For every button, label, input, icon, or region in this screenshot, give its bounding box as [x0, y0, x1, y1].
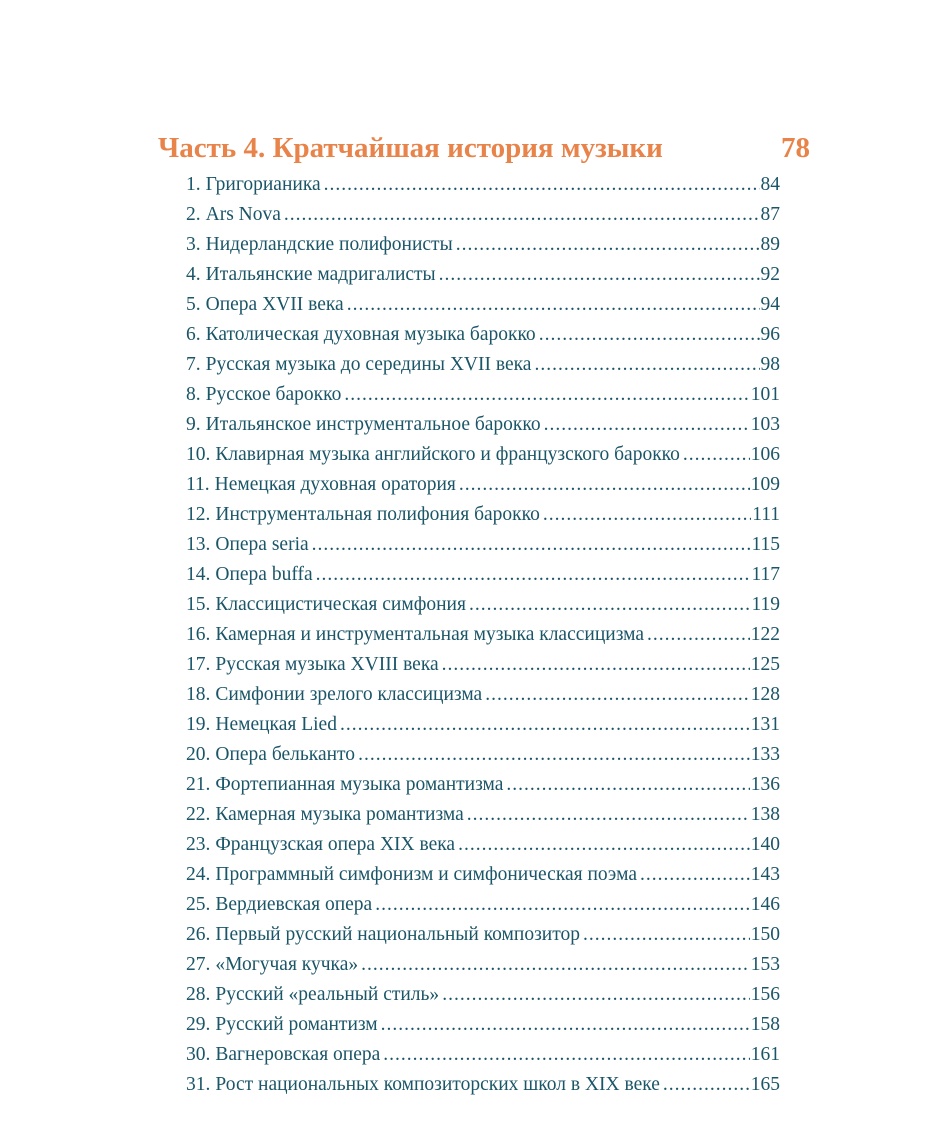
toc-entry[interactable] [186, 230, 780, 260]
toc-entry-number: 23. [186, 834, 211, 855]
toc-entry-number: 20. [186, 744, 211, 765]
toc-entry-page: 115 [751, 534, 780, 555]
toc-entry-number: 18. [186, 684, 211, 705]
toc-dot-leader [640, 860, 750, 890]
toc-entry-title: Инструментальная полифония барокко [215, 504, 540, 525]
toc-entry-title: Итальянское инструментальное барокко [205, 414, 541, 435]
toc-entry-page: 140 [750, 834, 780, 855]
toc-entry[interactable] [186, 350, 780, 380]
toc-entry-number: 1. [186, 174, 201, 195]
toc-entry[interactable] [186, 890, 780, 920]
toc-dot-leader [543, 500, 751, 530]
toc-entry-title: Русский романтизм [215, 1014, 378, 1035]
toc-dot-leader [316, 560, 751, 590]
toc-entry-title: Русская музыка до середины XVII века [205, 354, 532, 375]
toc-entry-title: «Могучая кучка» [215, 954, 359, 975]
toc-entry-number: 28. [186, 984, 211, 1005]
toc-entry-number: 31. [186, 1074, 211, 1095]
toc-entry-title: Русская музыка XVIII века [215, 654, 439, 675]
toc-entry-number: 26. [186, 924, 211, 945]
toc-entry-page: 153 [750, 954, 780, 975]
toc-entry-page: 89 [760, 234, 780, 255]
toc-entry-number: 6. [186, 324, 201, 345]
toc-entry-title: Вердиевская опера [215, 894, 373, 915]
toc-dot-leader [539, 320, 760, 350]
toc-dot-leader [439, 260, 760, 290]
toc-entry-number: 4. [186, 264, 201, 285]
toc-entry-page: 143 [750, 864, 780, 885]
toc-dot-leader [683, 440, 750, 470]
toc-entry[interactable] [186, 170, 780, 200]
toc-entry[interactable] [186, 290, 780, 320]
table-of-contents [186, 170, 780, 1100]
toc-entry-page: 128 [750, 684, 780, 705]
toc-entry-number: 11. [186, 474, 210, 495]
toc-entry-number: 13. [186, 534, 211, 555]
toc-entry-page: 161 [750, 1044, 780, 1065]
toc-entry-number: 29. [186, 1014, 211, 1035]
toc-entry-page: 117 [751, 564, 780, 585]
toc-entry-page: 94 [760, 294, 780, 315]
toc-entry-page: 98 [760, 354, 780, 375]
toc-dot-leader [647, 620, 750, 650]
toc-entry-title: Немецкая Lied [215, 714, 337, 735]
toc-dot-leader [344, 380, 749, 410]
toc-entry-title: Русский «реальный стиль» [215, 984, 440, 1005]
toc-dot-leader [340, 710, 750, 740]
toc-entry[interactable] [186, 770, 780, 800]
toc-dot-leader [358, 740, 750, 770]
toc-dot-leader [442, 650, 750, 680]
toc-entry-title: Вагнеровская опера [215, 1044, 381, 1065]
toc-entry-title: Рост национальных композиторских школ в XIX веке [215, 1074, 660, 1095]
toc-entry-page: 101 [750, 384, 780, 405]
toc-entry-page: 131 [750, 714, 780, 735]
toc-entry-number: 10. [186, 444, 211, 465]
toc-entry-number: 15. [186, 594, 211, 615]
toc-entry-number: 22. [186, 804, 211, 825]
toc-dot-leader [324, 170, 760, 200]
part-heading [158, 128, 810, 168]
toc-entry-title: Григорианика [205, 174, 321, 195]
toc-entry-number: 25. [186, 894, 211, 915]
toc-entry-title: Клавирная музыка английского и французского барокко [215, 444, 680, 465]
toc-entry-title: Русское барокко [205, 384, 342, 405]
toc-entry-number: 9. [186, 414, 201, 435]
toc-dot-leader [485, 680, 750, 710]
toc-entry[interactable] [186, 440, 780, 470]
toc-dot-leader [456, 230, 760, 260]
toc-entry-page: 122 [750, 624, 780, 645]
toc-entry-page: 138 [750, 804, 780, 825]
toc-entry-page: 150 [750, 924, 780, 945]
toc-entry-page: 133 [750, 744, 780, 765]
part-title: Часть 4. Кратчайшая история музыки [158, 132, 663, 164]
toc-entry-page: 111 [752, 504, 780, 525]
toc-dot-leader [375, 890, 750, 920]
toc-dot-leader [459, 470, 750, 500]
toc-entry[interactable] [186, 620, 780, 650]
toc-entry[interactable] [186, 560, 780, 590]
toc-entry[interactable] [186, 590, 780, 620]
toc-entry-title: Первый русский национальный композитор [215, 924, 580, 945]
toc-entry-number: 24. [186, 864, 211, 885]
toc-entry[interactable] [186, 200, 780, 230]
toc-entry[interactable] [186, 260, 780, 290]
toc-dot-leader [506, 770, 749, 800]
toc-entry-page: 125 [750, 654, 780, 675]
toc-entry[interactable] [186, 800, 780, 830]
toc-entry-number: 8. [186, 384, 201, 405]
toc-entry[interactable] [186, 410, 780, 440]
toc-entry-title: Католическая духовная музыка барокко [205, 324, 536, 345]
toc-entry[interactable] [186, 710, 780, 740]
toc-entry[interactable] [186, 1040, 780, 1070]
toc-dot-leader [544, 410, 750, 440]
toc-entry[interactable] [186, 920, 780, 950]
toc-entry-page: 87 [760, 204, 780, 225]
toc-entry-title: Опера бельканто [215, 744, 356, 765]
toc-entry-number: 30. [186, 1044, 211, 1065]
toc-dot-leader [583, 920, 750, 950]
toc-dot-leader [469, 590, 751, 620]
toc-entry-title: Итальянские мадригалисты [205, 264, 436, 285]
toc-dot-leader [663, 1070, 750, 1100]
toc-entry-title: Нидерландские полифонисты [205, 234, 453, 255]
toc-entry[interactable] [186, 950, 780, 980]
toc-entry-title: Камерная и инструментальная музыка классицизма [215, 624, 644, 645]
toc-dot-leader [534, 350, 759, 380]
toc-entry-page: 103 [750, 414, 780, 435]
toc-dot-leader [347, 290, 760, 320]
toc-entry[interactable] [186, 1010, 780, 1040]
toc-dot-leader [458, 830, 750, 860]
toc-entry-number: 19. [186, 714, 211, 735]
toc-entry-title: Опера seria [215, 534, 309, 555]
toc-entry-page: 96 [760, 324, 780, 345]
toc-dot-leader [361, 950, 750, 980]
toc-entry-number: 12. [186, 504, 211, 525]
toc-entry-page: 109 [750, 474, 780, 495]
toc-entry[interactable] [186, 380, 780, 410]
toc-entry-title: Камерная музыка романтизма [215, 804, 464, 825]
toc-entry-number: 21. [186, 774, 211, 795]
toc-entry-number: 2. [186, 204, 201, 225]
toc-entry-page: 136 [750, 774, 780, 795]
toc-entry-title: Симфонии зрелого классицизма [215, 684, 483, 705]
toc-entry-number: 16. [186, 624, 211, 645]
toc-entry[interactable] [186, 860, 780, 890]
toc-entry-title: Немецкая духовная оратория [214, 474, 456, 495]
toc-entry-title: Фортепианная музыка романтизма [215, 774, 504, 795]
toc-entry[interactable] [186, 1070, 780, 1100]
toc-entry-number: 14. [186, 564, 211, 585]
toc-entry-page: 119 [751, 594, 780, 615]
toc-entry-title: Французская опера XIX века [215, 834, 456, 855]
toc-dot-leader [312, 530, 751, 560]
toc-entry[interactable] [186, 320, 780, 350]
toc-entry-page: 165 [750, 1074, 780, 1095]
toc-entry[interactable] [186, 500, 780, 530]
toc-entry-number: 3. [186, 234, 201, 255]
toc-entry-title: Опера buffa [215, 564, 313, 585]
toc-entry-page: 92 [760, 264, 780, 285]
toc-entry[interactable] [186, 830, 780, 860]
toc-dot-leader [467, 800, 750, 830]
toc-entry[interactable] [186, 740, 780, 770]
toc-dot-leader [442, 980, 750, 1010]
toc-entry-title: Опера XVII века [205, 294, 344, 315]
part-page-number: 78 [781, 132, 810, 164]
toc-entry-title: Ars Nova [205, 204, 281, 225]
toc-dot-leader [284, 200, 760, 230]
toc-entry-page: 84 [760, 174, 780, 195]
toc-entry[interactable] [186, 530, 780, 560]
toc-entry-number: 7. [186, 354, 201, 375]
toc-entry-title: Программный симфонизм и симфоническая поэма [215, 864, 637, 885]
toc-entry-page: 158 [750, 1014, 780, 1035]
toc-entry[interactable] [186, 470, 780, 500]
toc-entry-number: 17. [186, 654, 211, 675]
toc-entry-number: 5. [186, 294, 201, 315]
toc-dot-leader [381, 1010, 750, 1040]
toc-dot-leader [383, 1040, 749, 1070]
toc-entry-page: 156 [750, 984, 780, 1005]
toc-entry[interactable] [186, 980, 780, 1010]
toc-entry-number: 27. [186, 954, 211, 975]
toc-entry[interactable] [186, 680, 780, 710]
toc-entry-page: 146 [750, 894, 780, 915]
toc-entry-title: Классицистическая симфония [215, 594, 466, 615]
toc-entry[interactable] [186, 650, 780, 680]
toc-entry-page: 106 [750, 444, 780, 465]
